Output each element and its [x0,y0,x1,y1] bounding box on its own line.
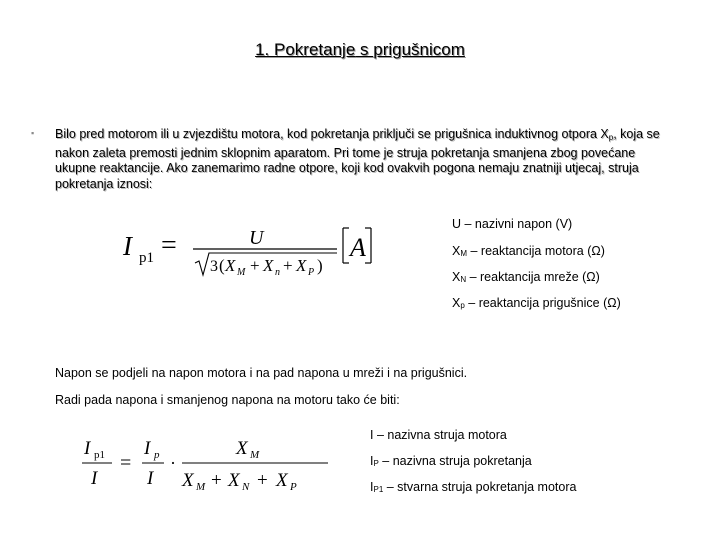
formula1-xp: X [296,256,307,275]
intro-paragraph [55,127,670,192]
legend2-text: I – nazivna struja motora [370,428,507,442]
formula2-den-sub-n: N [242,481,250,493]
formula1-den-open: ( [219,256,225,275]
legend2-sub: P [373,459,379,468]
formula2-den-xm: X [182,470,194,491]
legend1-item-network-reactance [452,270,600,287]
legend1-x: X [452,244,461,258]
formula1-sub-p: P [308,267,315,278]
formula1-lhs-sub: p1 [139,250,154,266]
legend1-item-choke-reactance [452,296,621,313]
formula2-plus-2: + [257,470,268,491]
formula2-den1: I [91,468,98,489]
formula2-den2: I [147,468,154,489]
formula2-plus-1: + [211,470,222,491]
formula2-num3: X [236,438,248,459]
bullet-icon: ▪ [31,128,35,138]
formula2-num3-sub: M [250,449,260,461]
paragraph-subscript-p: p [608,133,614,142]
formula2-equals: = [120,452,132,474]
legend1-x: X [452,296,461,310]
formula2-den-xn: X [228,470,240,491]
legend2-sub: P1 [373,485,384,494]
legend1-desc: – reaktancija mreže (Ω) [466,270,600,284]
paragraph-text-a: Bilo pred motorom ili u zvjezdištu motora, kod pokretanja priključi se prigušnica induktivnog otpora X [55,127,609,141]
legend1-sub: M [460,249,468,258]
formula1-plus-1: + [250,256,260,275]
title-part-2: s [355,40,374,59]
legend2-desc: – nazivna struja pokretanja [378,454,532,468]
formula2-num1-sub: p1 [94,449,105,461]
legend2-desc: – stvarna struja pokretanja motora [383,480,577,494]
formula2-num2: I [144,438,151,459]
formula2-num1: I [84,438,91,459]
text-line-voltage-division: Napon se podjeli na napon motora i na pad napona u mreži i na prigušnici. [55,366,468,380]
formula1-sqrt3: 3 [210,258,218,275]
formula2-den-sub-p: P [290,481,297,493]
formula1-xn: X [263,256,274,275]
formula1-unit: A [350,233,366,262]
legend1-desc: – reaktancija motora (Ω) [467,244,605,258]
legend1-item-voltage [452,217,572,232]
text-line-voltage-drop: Radi pada napona i smanjenog napona na motoru tako će biti: [55,393,400,407]
formula2-den-sub-m: M [196,481,206,493]
legend2-item-actual-starting-current [370,480,576,497]
formula1-equals: = [161,230,177,261]
page-title [0,40,720,60]
formula1-plus-2: + [283,256,293,275]
formula1-sub-m: M [237,267,246,278]
legend1-item-motor-reactance [452,244,605,261]
current-ratio-formula [78,430,348,498]
formula2-den-xp: X [276,470,288,491]
title-part-3: prigušnicom [373,40,465,59]
title-part-1: 1. Pokretanje [255,40,356,59]
paragraph-text-b: , koja se nakon zaleta premosti jednim sklopnim aparatom. Pri tome je struja pokretanja smanjena zbog povećane ukupne reaktancije. Ako zanemarimo radne otpore, koji kod ovakvih pogona nemaju znatniji utjecaj, struja pokretanja iznosi: [55,127,660,191]
formula1-lhs: I [123,231,132,261]
legend1-sub: N [460,275,467,284]
formula1-xm: X [225,256,236,275]
legend1-voltage-text: U – nazivni napon (V) [452,217,573,231]
starting-current-formula [115,215,385,280]
formula1-numerator: U [249,227,264,249]
formula2-num2-sub: p [154,449,160,461]
legend1-x: X [452,270,461,284]
formula1-den-close: ) [317,256,323,275]
formula2-dot: · [170,453,176,473]
legend2-item-rated-current [370,428,507,443]
legend1-desc: – reaktancija prigušnice (Ω) [464,296,621,310]
legend2-i: I [370,480,374,494]
legend2-i: I [370,454,374,468]
legend2-item-rated-starting-current [370,454,532,471]
legend1-sub: p [460,301,465,310]
formula1-sub-n: n [275,267,280,278]
